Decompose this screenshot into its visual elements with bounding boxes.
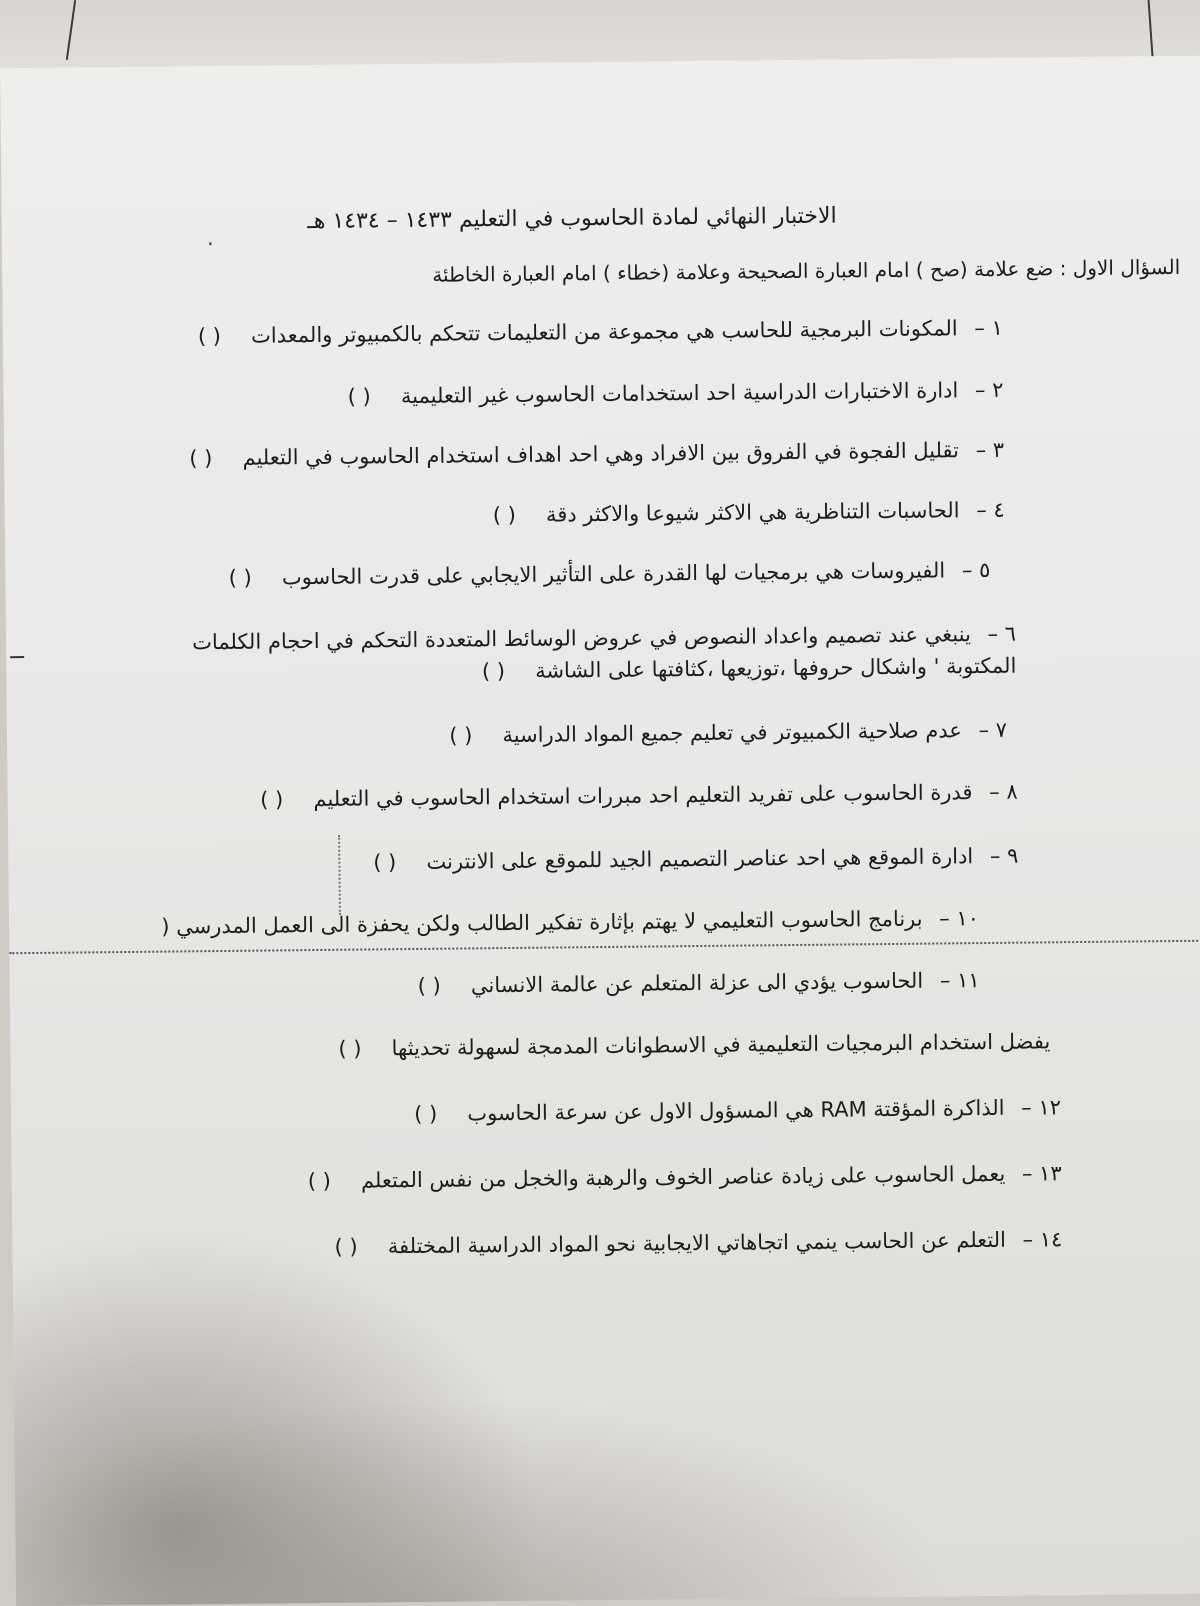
question-item — [116, 618, 1017, 691]
answer-slot[interactable]: ( ) — [307, 1168, 331, 1194]
answer-slot[interactable]: ( — [161, 914, 170, 939]
question-number: ١ – — [974, 315, 1003, 341]
question-item — [205, 558, 990, 590]
question-number: ٥ – — [961, 557, 991, 583]
answer-slot[interactable]: ( ) — [228, 565, 252, 590]
question-text: ادارة الاختبارات الدراسية احد استخدامات الحاسوب غير التعليمية — [400, 378, 959, 409]
question-number: ٩ – — [989, 843, 1019, 868]
question-text: الحاسوب يؤدي الى عزلة المتعلم عن عالمة الانساني — [470, 968, 924, 998]
question-item — [311, 1227, 1062, 1259]
answer-slot[interactable]: ( ) — [338, 1036, 362, 1061]
answer-slot[interactable]: ( ) — [197, 323, 222, 349]
question-text: عدم صلاحية الكمبيوتر في تعليم جميع المواد الدراسية — [502, 718, 962, 748]
question-text: الذاكرة المؤقتة RAM هي المسؤول الاول عن سرعة الحاسوب — [467, 1095, 1005, 1126]
question-text: ينبغي عند تصميم واعداد النصوص في عروض الوسائط المتعددة التحكم في احجام الكلمات المكتوبة ' واشكال حروفها ،توزيعها ،كثافتها على الشاشة — [192, 622, 1017, 683]
answer-slot[interactable]: ( ) — [492, 502, 516, 528]
answer-slot[interactable]: ( ) — [481, 659, 506, 684]
question-number: ١٠ – — [939, 906, 980, 931]
question-item — [391, 1095, 1062, 1126]
question-number: ٣ – — [975, 437, 1005, 463]
question-item — [394, 968, 980, 998]
exam-title: الاختبار النهائي لمادة الحاسوب في التعليم ١٤٣٣ – ١٤٣٤ هـ — [307, 203, 837, 235]
question-text: تقليل الفجوة في الفروق بين الافراد وهي احد اهداف استخدام الحاسوب في التعليم — [242, 438, 960, 470]
stray-dot: . — [206, 226, 214, 252]
answer-slot[interactable]: ( ) — [189, 446, 213, 471]
question-item — [237, 780, 1018, 812]
question-text: المكونات البرمجية للحاسب هي مجموعة من التعليمات تتحكم بالكمبيوتر والمعدات — [250, 316, 958, 348]
answer-slot[interactable]: ( ) — [347, 384, 371, 409]
question-text: يفضل استخدام البرمجيات التعليمية في الاسطوانات المدمجة لسهولة تحديثها — [391, 1029, 1051, 1061]
question-item — [350, 844, 1019, 875]
question-item — [174, 316, 1003, 349]
question-number: ٦ – — [987, 621, 1017, 646]
fold-marks — [338, 835, 341, 915]
answer-slot[interactable]: ( ) — [373, 850, 397, 875]
margin-mark — [10, 656, 24, 658]
question-number: ٢ – — [974, 377, 1004, 403]
answer-slot[interactable]: ( ) — [414, 1101, 438, 1127]
question-text: التعلم عن الحاسب ينمي اتجاهاتي الايجابية نحو المواد الدراسية المختلفة — [387, 1227, 1007, 1259]
question-number: ٤ – — [976, 497, 1005, 523]
question-number: ١٢ – — [1021, 1095, 1062, 1120]
question-item — [324, 378, 1003, 409]
question-instruction: السؤال الاول : ضع علامة (صح ) امام العبارة الصحيحة وعلامة (خطاء ) امام العبارة الخاطئة — [432, 254, 1181, 287]
question-item — [166, 438, 1004, 471]
question-item — [426, 718, 1007, 748]
underlying-sheet-edge — [66, 0, 76, 60]
question-number: ١٤ – — [1022, 1227, 1063, 1252]
question-number: ١١ – — [939, 968, 980, 993]
dotted-divider — [9, 940, 1200, 955]
answer-slot[interactable]: ( ) — [334, 1234, 358, 1259]
answer-slot[interactable]: ( ) — [449, 723, 473, 748]
question-number: ٨ – — [989, 779, 1018, 804]
question-item — [284, 1161, 1062, 1193]
question-text: برنامج الحاسوب التعليمي لا يهتم بإثارة تفكير الطالب ولكن يحفزة الى العمل المدرسي — [176, 906, 923, 939]
question-text: قدرة الحاسوب على تفريد التعليم احد مبررات استخدام الحاسوب في التعليم — [313, 780, 973, 812]
question-item — [161, 906, 979, 939]
question-text: الفيروسات هي برمجيات لها القدرة على التأثير الايجابي على قدرت الحاسوب — [281, 558, 946, 590]
exam-paper — [0, 56, 1200, 1606]
answer-slot[interactable]: ( ) — [260, 787, 284, 812]
question-text: يعمل الحاسوب على زيادة عناصر الخوف والرهبة والخجل من نفس المتعلم — [360, 1161, 1006, 1193]
question-text: الحاسبات التناظرية هي الاكثر شيوعا والاكثر دقة — [545, 498, 960, 527]
question-item — [315, 1029, 1051, 1061]
question-number: ٧ – — [978, 717, 1008, 743]
question-text: ادارة الموقع هي احد عناصر التصميم الجيد للموقع على الانترنت — [426, 844, 974, 874]
question-item — [469, 498, 1005, 528]
question-number: ١٣ – — [1021, 1161, 1062, 1186]
answer-slot[interactable]: ( ) — [417, 973, 441, 998]
